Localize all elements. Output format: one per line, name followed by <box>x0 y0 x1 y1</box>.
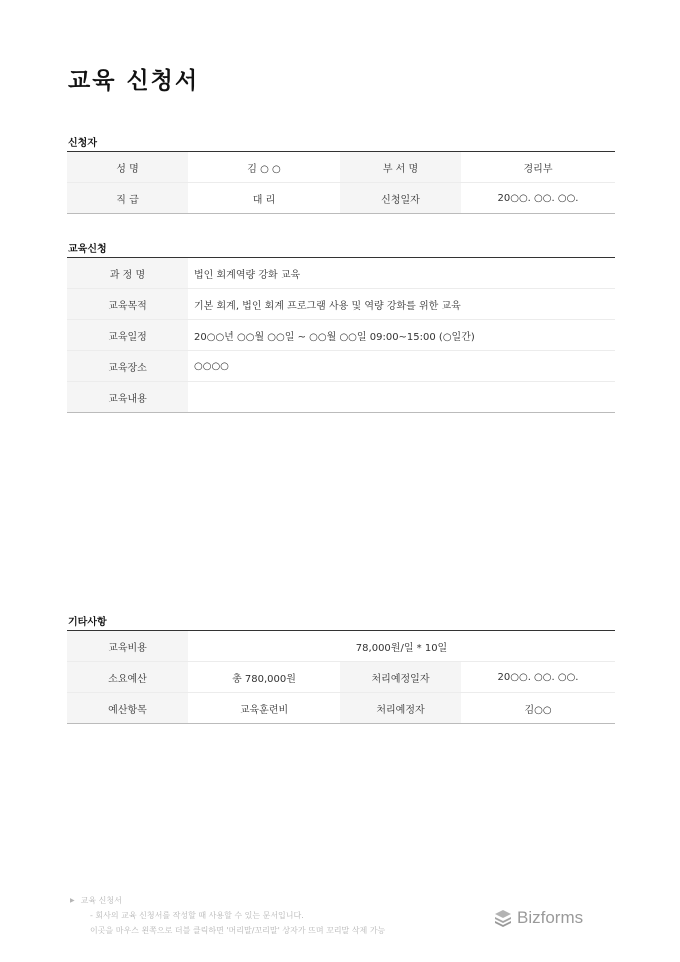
cost-value[interactable]: 78,000원/일 * 10일 <box>188 631 615 662</box>
course-name-label: 과 정 명 <box>67 258 188 289</box>
position-label: 직 급 <box>67 183 188 214</box>
footer-instruction: 이곳을 마우스 왼쪽으로 더블 클릭하면 '머리말/꼬리말' 상자가 뜨며 꼬리말 삭제 가능 <box>90 926 386 935</box>
budget-value[interactable]: 총 780,000원 <box>188 662 340 693</box>
cost-label: 교육비용 <box>67 631 188 662</box>
table-row <box>67 289 615 320</box>
budget-label: 소요예산 <box>67 662 188 693</box>
table-row <box>67 631 615 662</box>
purpose-label: 교육목적 <box>67 289 188 320</box>
footer-note[interactable] <box>70 893 385 938</box>
handler-label: 처리예정자 <box>340 693 461 724</box>
page-title: 교육 신청서 <box>68 68 200 94</box>
schedule-label: 교육일정 <box>67 320 188 351</box>
triangle-bullet-icon: ▶ <box>70 897 75 904</box>
section-other-heading: 기타사항 <box>68 617 107 628</box>
location-label: 교육장소 <box>67 351 188 382</box>
budget-item-value[interactable]: 교육훈련비 <box>188 693 340 724</box>
purpose-value[interactable]: 기본 회계, 법인 회계 프로그램 사용 및 역량 강화를 위한 교육 <box>188 289 615 320</box>
course-name-value[interactable]: 법인 회계역량 강화 교육 <box>188 258 615 289</box>
content-value[interactable] <box>188 382 615 413</box>
table-row <box>67 183 615 214</box>
budget-item-label: 예산항목 <box>67 693 188 724</box>
applicant-table <box>67 151 615 214</box>
footer-title: 교육 신청서 <box>80 896 122 905</box>
table-row <box>67 662 615 693</box>
apply-date-label: 신청일자 <box>340 183 461 214</box>
section-education-heading: 교육신청 <box>68 244 107 255</box>
bizforms-logo <box>494 908 583 928</box>
table-row <box>67 382 615 413</box>
department-value[interactable]: 경리부 <box>461 152 615 183</box>
table-row <box>67 693 615 724</box>
footer-description: - 회사의 교육 신청서를 작성할 때 사용할 수 있는 문서입니다. <box>90 911 304 920</box>
section-applicant-heading: 신청자 <box>68 138 97 149</box>
table-row <box>67 258 615 289</box>
logo-text: Bizforms <box>517 908 584 927</box>
education-table <box>67 257 615 413</box>
location-value[interactable]: ○○○○ <box>188 351 615 382</box>
handler-value[interactable]: 김○○ <box>461 693 615 724</box>
department-label: 부 서 명 <box>340 152 461 183</box>
bizforms-logo-icon <box>494 909 512 927</box>
table-row <box>67 351 615 382</box>
other-table <box>67 630 615 724</box>
name-value[interactable]: 김 ○ ○ <box>188 152 340 183</box>
table-row <box>67 152 615 183</box>
content-label: 교육내용 <box>67 382 188 413</box>
name-label: 성 명 <box>67 152 188 183</box>
table-row <box>67 320 615 351</box>
position-value[interactable]: 대 리 <box>188 183 340 214</box>
due-date-label: 처리예정일자 <box>340 662 461 693</box>
schedule-value[interactable]: 20○○년 ○○월 ○○일 ~ ○○월 ○○일 09:00~15:00 (○일간) <box>188 320 615 351</box>
due-date-value[interactable]: 20○○. ○○. ○○. <box>461 662 615 693</box>
apply-date-value[interactable]: 20○○. ○○. ○○. <box>461 183 615 214</box>
